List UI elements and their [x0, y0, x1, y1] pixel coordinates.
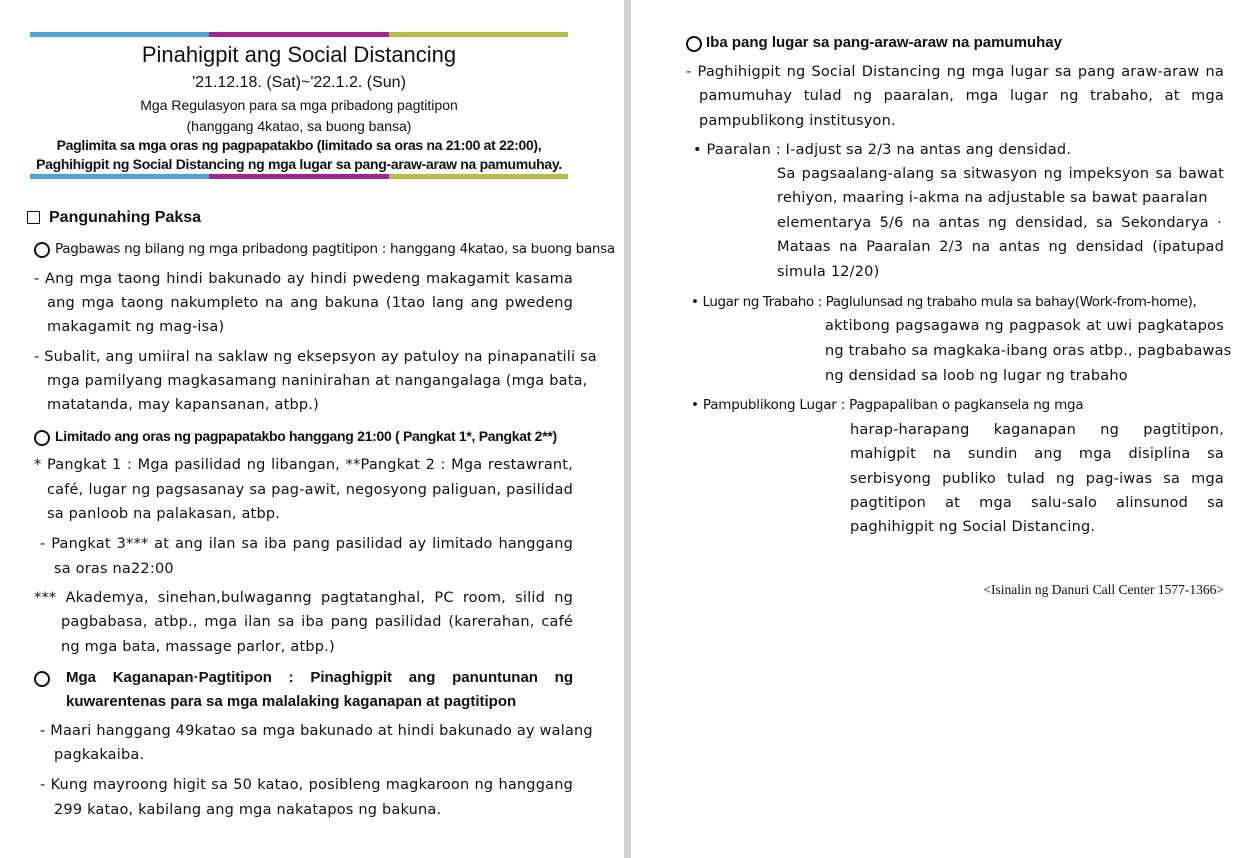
- color-bar-segment: [30, 32, 209, 37]
- s3-heading: kuwarentenas para sa mga malalaking kaganapan at pagtitipon: [66, 693, 517, 710]
- color-bar-segment: [209, 32, 388, 37]
- color-bar-segment: [389, 32, 568, 37]
- main-heading: Pangunahing Paksa: [49, 209, 202, 226]
- work-label: • Lugar ng Trabaho : Paglulunsad ng trabaho mula sa bahay(Work-from-home),: [691, 294, 1197, 310]
- s3-p2-line: - Kung mayroong higit sa 50 katao, posibleng magkaroon ng hanggang: [40, 777, 573, 793]
- s3-p1-line: - Maari hanggang 49katao sa mga bakunado at hindi bakunado ay walang: [40, 723, 593, 739]
- document-page-right: [631, 0, 1246, 858]
- subtitle-regulations: Mga Regulasyon para sa mga pribadong pagtitipon: [140, 97, 458, 113]
- school-line: Sa pagsaalang-alang sa sitwasyon ng impeksyon sa bawat: [777, 166, 1224, 182]
- color-bar-segment: [389, 174, 568, 179]
- checkbox-square-icon: [27, 211, 40, 224]
- school-label: • Paaralan : I-adjust sa 2/3 na antas ang densidad.: [693, 142, 1072, 158]
- public-line: harap-harapang kaganapan ng pagtitipon,: [850, 422, 1224, 438]
- color-bar-segment: [209, 174, 388, 179]
- school-line: elementarya 5/6 na antas ng densidad, sa Sekondarya ·: [777, 215, 1222, 231]
- s2-p3-line: pagbabasa, atbp., mga ilan sa iba pang pasilidad (karerahan, café: [61, 614, 573, 630]
- public-line: paghihigpit ng Social Distancing.: [850, 519, 1096, 535]
- public-label: • Pampublikong Lugar : Pagpapaliban o pagkansela ng mga: [691, 397, 1084, 413]
- intro-line: pamumuhay tulad ng paaralan, mga lugar ng trabaho, at mga: [699, 88, 1224, 104]
- school-line: rehiyon, maaring i-akma na adjustable sa bawat paaralan: [777, 190, 1208, 206]
- s1-p2-line: mga pamilyang magkasamang naninirahan at nangangalaga (mga bata,: [47, 373, 588, 389]
- work-line: aktibong pagsagawa ng pagpasok at uwi pagkatapos: [825, 318, 1224, 334]
- circle-bullet-icon: [34, 242, 50, 258]
- s1-p2-line: matatanda, may kapansanan, atbp.): [47, 397, 319, 413]
- page-title: Pinahigpit ang Social Distancing: [141, 42, 457, 67]
- intro-line: pampublikong institusyon.: [699, 113, 896, 129]
- s2-p3-line: *** Akademya, sinehan,bulwaganng pagtatanghal, PC room, silid ng: [34, 590, 573, 606]
- s2-p1-line: café, lugar ng pagsasanay sa pag-awit, negosyong paliguan, pasilidad: [47, 482, 573, 498]
- school-line: simula 12/20): [777, 264, 880, 280]
- s1-p1-line: ang mga taong nakumpleto na ang bakuna (1tao lang ang pwedeng: [47, 295, 573, 311]
- subtitle-limit: (hanggang 4katao, sa buong bansa): [186, 118, 412, 134]
- s1-heading: Pagbawas ng bilang ng mga pribadong pagtitipon : hanggang 4katao, sa buong bansa: [55, 241, 615, 257]
- s1-p2-line: - Subalit, ang umiiral na saklaw ng eksepsyon ay patuloy na pinapanatili sa: [34, 349, 597, 365]
- intro-line: - Paghihigpit ng Social Distancing ng mga lugar sa pang araw-araw na: [686, 64, 1224, 80]
- s2-p1-line: * Pangkat 1 : Mga pasilidad ng libangan, **Pangkat 2 : Mga restawrant,: [34, 457, 573, 473]
- school-line: Mataas na Paaralan 2/3 na antas ng densidad (ipatupad: [777, 239, 1224, 255]
- s3-heading: Mga Kaganapan·Pagtitipon : Pinaghigpit ang panuntunan ng: [66, 669, 573, 686]
- s1-p1-line: - Ang mga taong hindi bakunado ay hindi pwedeng makagamit kasama: [34, 271, 573, 287]
- s2-p1-line: sa panloob na palakasan, atbp.: [47, 506, 281, 522]
- s2-p2-line: - Pangkat 3*** at ang ilan sa iba pang pasilidad ay limitado hanggang: [40, 536, 573, 552]
- source-credit: <Isinalin ng Danuri Call Center 1577-1366>: [983, 582, 1224, 597]
- work-line: ng trabaho sa magkaka-ibang oras atbp., pagbabawas: [825, 343, 1232, 359]
- s2-p3-line: ng mga bata, massage parlor, atbp.): [61, 639, 335, 655]
- s2-heading: Limitado ang oras ng pagpapatakbo hanggang 21:00 ( Pangkat 1*, Pangkat 2**): [55, 428, 557, 444]
- public-line: mahigpit na sundin ang mga disiplina sa: [850, 446, 1224, 462]
- highlight-line-1: Paglimita sa mga oras ng pagpapatakbo (limitado sa oras na 21:00 at 22:00),: [56, 137, 542, 153]
- circle-bullet-icon: [686, 36, 702, 52]
- s2-p2-line: sa oras na22:00: [54, 561, 174, 577]
- color-bar-segment: [30, 174, 209, 179]
- color-bar-bottom: [30, 174, 568, 179]
- public-line: pagtitipon at mga salu-salo alinsunod sa: [850, 495, 1224, 511]
- work-line: ng densidad sa loob ng lugar ng trabaho: [825, 368, 1128, 384]
- s3-p1-line: pagkakaiba.: [54, 747, 145, 763]
- color-bar-top: [30, 32, 568, 37]
- page-gutter: [624, 0, 631, 858]
- circle-bullet-icon: [34, 430, 50, 446]
- public-line: serbisyong publiko tulad ng pag-iwas sa mga: [850, 471, 1224, 487]
- s1-p1-line: makagamit ng mag-isa): [47, 319, 225, 335]
- circle-bullet-icon: [34, 671, 50, 687]
- s3-p2-line: 299 katao, kabilang ang mga nakatapos ng bakuna.: [54, 802, 442, 818]
- right-heading: Iba pang lugar sa pang-araw-araw na pamumuhay: [706, 34, 1062, 51]
- date-range: '21.12.18. (Sat)~'22.1.2. (Sun): [192, 74, 406, 91]
- highlight-line-2: Paghihigpit ng Social Distancing ng mga lugar sa pang-araw-araw na pamumuhay.: [36, 156, 562, 172]
